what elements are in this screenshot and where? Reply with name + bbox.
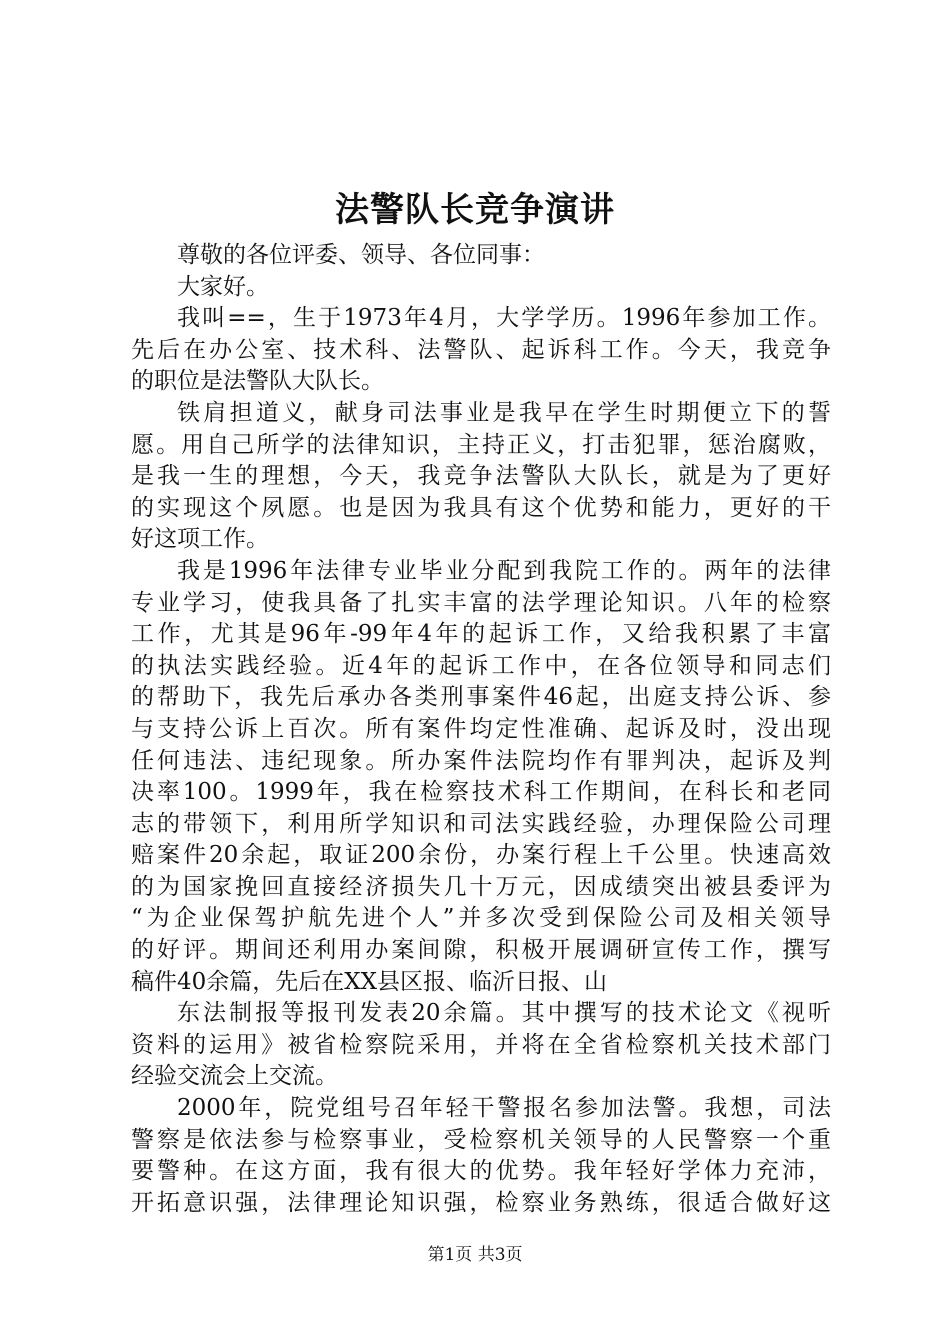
text-line: 专业学习，使我具备了扎实丰富的法学理论知识。八年的检察	[131, 589, 831, 616]
page-footer: 第1页 共3页	[427, 1245, 523, 1265]
text-line: 的好评。期间还利用办案间隙，积极开展调研宣传工作，撰写	[131, 937, 831, 964]
text-line: “为企业保驾护航先进个人”并多次受到保险公司及相关领导	[131, 905, 831, 932]
text-line: 决率100。1999年，我在检察技术科工作期间，在科长和老同	[131, 779, 831, 806]
text-line: 的为国家挽回直接经济损失几十万元，因成绩突出被县委评为	[131, 873, 831, 900]
text-line: 东法制报等报刊发表20余篇。其中撰写的技术论文《视听	[177, 1000, 831, 1027]
text-line: 的实现这个夙愿。也是因为我具有这个优势和能力，更好的干	[131, 494, 831, 521]
text-line: 我是1996年法律专业毕业分配到我院工作的。两年的法律	[177, 557, 831, 584]
text-line: 资料的运用》被省检察院采用，并将在全省检察机关技术部门	[131, 1031, 831, 1058]
text-line: 警察是依法参与检察事业，受检察机关领导的人民警察一个重	[131, 1126, 831, 1153]
text-line: 的执法实践经验。近4年的起诉工作中，在各位领导和同志们	[131, 652, 831, 679]
text-line: 任何违法、违纪现象。所办案件法院均作有罪判决，起诉及判	[131, 747, 831, 774]
text-line: 与支持公诉上百次。所有案件均定性准确、起诉及时，没出现	[131, 715, 831, 742]
text-line: 2000年，院党组号召年轻干警报名参加法警。我想，司法	[177, 1095, 831, 1122]
text-line: 要警种。在这方面，我有很大的优势。我年轻好学体力充沛，	[131, 1158, 831, 1185]
text-line: 愿。用自己所学的法律知识，主持正义，打击犯罪，惩治腐败，	[131, 431, 831, 458]
text-line: 赔案件20余起，取证200余份，办案行程上千公里。快速高效	[131, 842, 831, 869]
text-line: 工作，尤其是96年-99年4年的起诉工作，又给我积累了丰富	[131, 621, 831, 648]
text-line: 铁肩担道义，献身司法事业是我早在学生时期便立下的誓	[177, 399, 831, 426]
text-line: 我叫==，生于1973年4月，大学学历。1996年参加工作。	[177, 305, 831, 332]
text-line: 大家好。	[177, 273, 269, 300]
text-line: 稿件40余篇，先后在XX县区报、临沂日报、山	[131, 968, 608, 995]
text-line: 的职位是法警队大队长。	[131, 368, 384, 395]
text-line: 先后在办公室、技术科、法警队、起诉科工作。今天，我竞争	[131, 336, 831, 363]
document-body	[131, 240, 831, 1219]
text-line: 的帮助下，我先后承办各类刑事案件46起，出庭支持公诉、参	[131, 684, 831, 711]
text-line: 经验交流会上交流。	[131, 1063, 338, 1090]
text-line: 志的带领下，利用所学知识和司法实践经验，办理保险公司理	[131, 810, 831, 837]
text-line: 是我一生的理想，今天，我竞争法警队大队长，就是为了更好	[131, 463, 831, 490]
text-line: 开拓意识强，法律理论知识强，检察业务熟练，很适合做好这	[131, 1189, 831, 1216]
text-line: 尊敬的各位评委、领导、各位同事：	[177, 242, 545, 268]
text-line: 好这项工作。	[131, 526, 269, 553]
document-title: 法警队长竞争演讲	[335, 190, 615, 230]
